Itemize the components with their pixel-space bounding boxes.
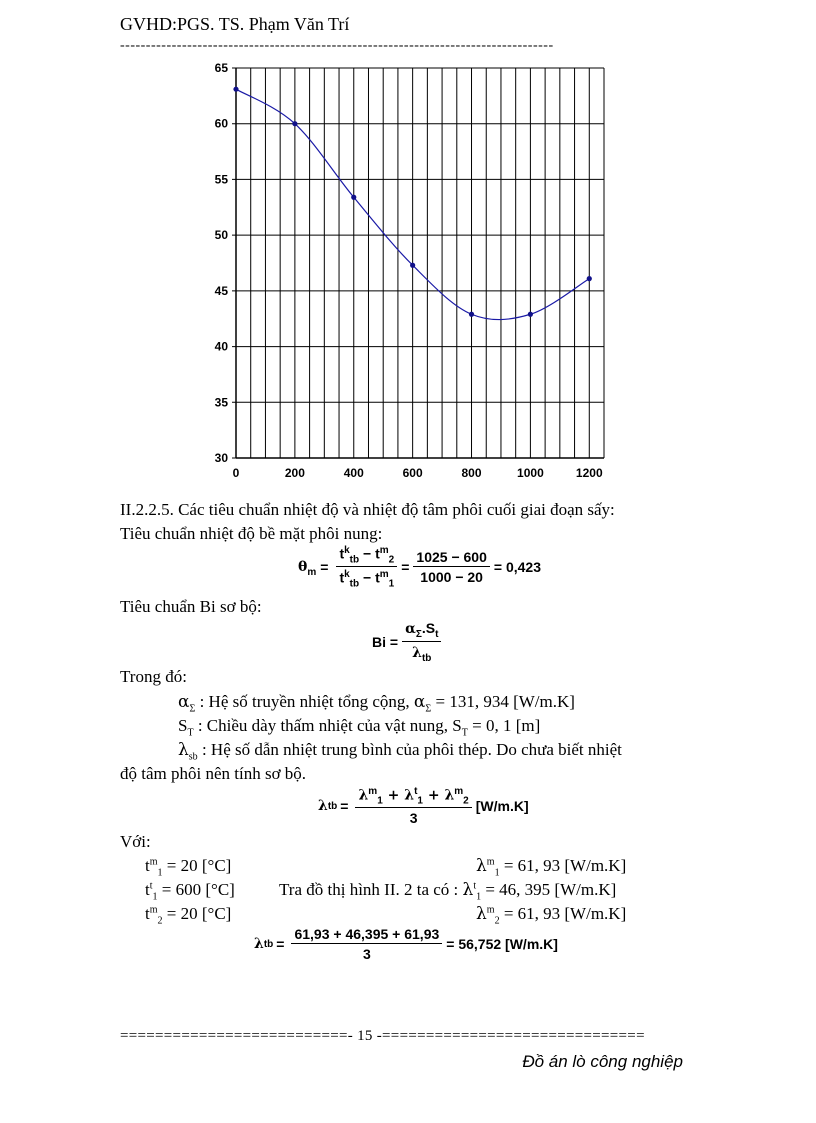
x-tick-label: 1000: [517, 466, 544, 480]
x-tick-labels: [233, 466, 603, 480]
y-tick-label: 55: [214, 172, 228, 187]
y-tick-label: 50: [214, 228, 228, 243]
lambda-line-continued: độ tâm phôi nên tính sơ bộ.: [120, 764, 307, 783]
temperature-chart: [200, 58, 610, 490]
lambda-formula: λ tb = $\frac{\lambda^m_1 + \lambda^t_1 + \lambda^m_2}{3}$ [W/m.K]: [318, 786, 529, 827]
x-tick-label: 1200: [575, 466, 603, 480]
y-tick-label: 60: [214, 116, 228, 131]
y-tick-label: 30: [214, 451, 228, 465]
row-1-left: $t^m_1 = 20$ [°C]: [145, 856, 232, 879]
header-rule: ------------------------------------------------------------------------------------: [120, 38, 554, 53]
row-2-left: $t^t_1 = 600$ [°C]: [145, 880, 235, 903]
page-header-title: GVHD:PGS. TS. Phạm Văn Trí: [120, 14, 350, 34]
y-tick-label: 40: [214, 339, 228, 354]
theta-formula: $\theta_m$ = $\frac{t^k_{tb} - t^m_2}{t^k_{tb} - t^m_1}$ = $\frac{1025 - 600}{1000 - 20}$ = 0,423: [298, 545, 541, 590]
where-label: Trong đó:: [120, 667, 187, 686]
section-heading: II.2.2.5. Các tiêu chuẩn nhiệt độ và nhiệt độ tâm phôi cuối giai đoạn sấy:: [120, 500, 615, 519]
footer-rule: ==========================- 15 -==============================: [120, 1028, 645, 1044]
theta-lhs: $\theta_m$: [298, 558, 317, 578]
y-tick-label: 65: [214, 61, 228, 75]
thickness-line: $S_T$ : Chiều dày thấm nhiệt của vật nung, $S_T = 0$, 1 [m]: [178, 716, 541, 739]
x-tick-label: 0: [232, 466, 240, 480]
data-point: [528, 312, 533, 317]
x-tick-label: 600: [402, 466, 423, 480]
alpha-line: $\alpha_\Sigma$ : Hệ số truyền nhiệt tổng cộng, $\alpha_\Sigma = 131$, 934 [W/m.K]: [178, 692, 575, 715]
bi-label: Tiêu chuẩn Bi sơ bộ:: [120, 597, 262, 616]
y-tick-labels: [215, 61, 229, 465]
footer-title: Đồ án lò công nghiệp: [522, 1052, 683, 1071]
page-number: - 15 -: [347, 1028, 383, 1044]
data-point: [233, 87, 238, 92]
y-tick-label: 45: [214, 283, 228, 298]
with-label: Với:: [120, 832, 151, 851]
surface-criterion-label: Tiêu chuẩn nhiệt độ bề mặt phôi nung:: [120, 524, 383, 543]
final-formula: λ tb = $\frac{61,93 + 46,395 + 61,93}{3}$ = 56,752 [W/m.K]: [254, 926, 558, 962]
data-point: [469, 312, 474, 317]
x-tick-label: 400: [343, 466, 364, 480]
x-tick-label: 200: [284, 466, 305, 480]
chart-grid: [232, 68, 604, 458]
data-point: [292, 121, 297, 126]
data-point: [351, 195, 356, 200]
y-tick-label: 35: [214, 395, 228, 410]
row-2-right: Tra đồ thị hình II. 2 ta có : $\lambda^t_1 = 46$, 395 [W/m.K]: [279, 880, 617, 903]
row-3-left: $t^m_2 = 20$ [°C]: [145, 904, 232, 927]
data-point: [410, 263, 415, 268]
lambda-line: $\lambda_{sb}$ : Hệ số dẫn nhiệt trung bình của phôi thép. Do chưa biết nhiệt: [178, 740, 622, 763]
x-tick-label: 800: [461, 466, 482, 480]
data-point: [587, 276, 592, 281]
row-1-right: $\lambda^m_1 = 61$, 93 [W/m.K]: [476, 856, 627, 879]
bi-formula: Bi = $\frac{\alpha_\Sigma.S_t}{\lambda_{tb}}$: [372, 620, 445, 664]
row-3-right: $\lambda^m_2 = 61$, 93 [W/m.K]: [476, 904, 627, 927]
